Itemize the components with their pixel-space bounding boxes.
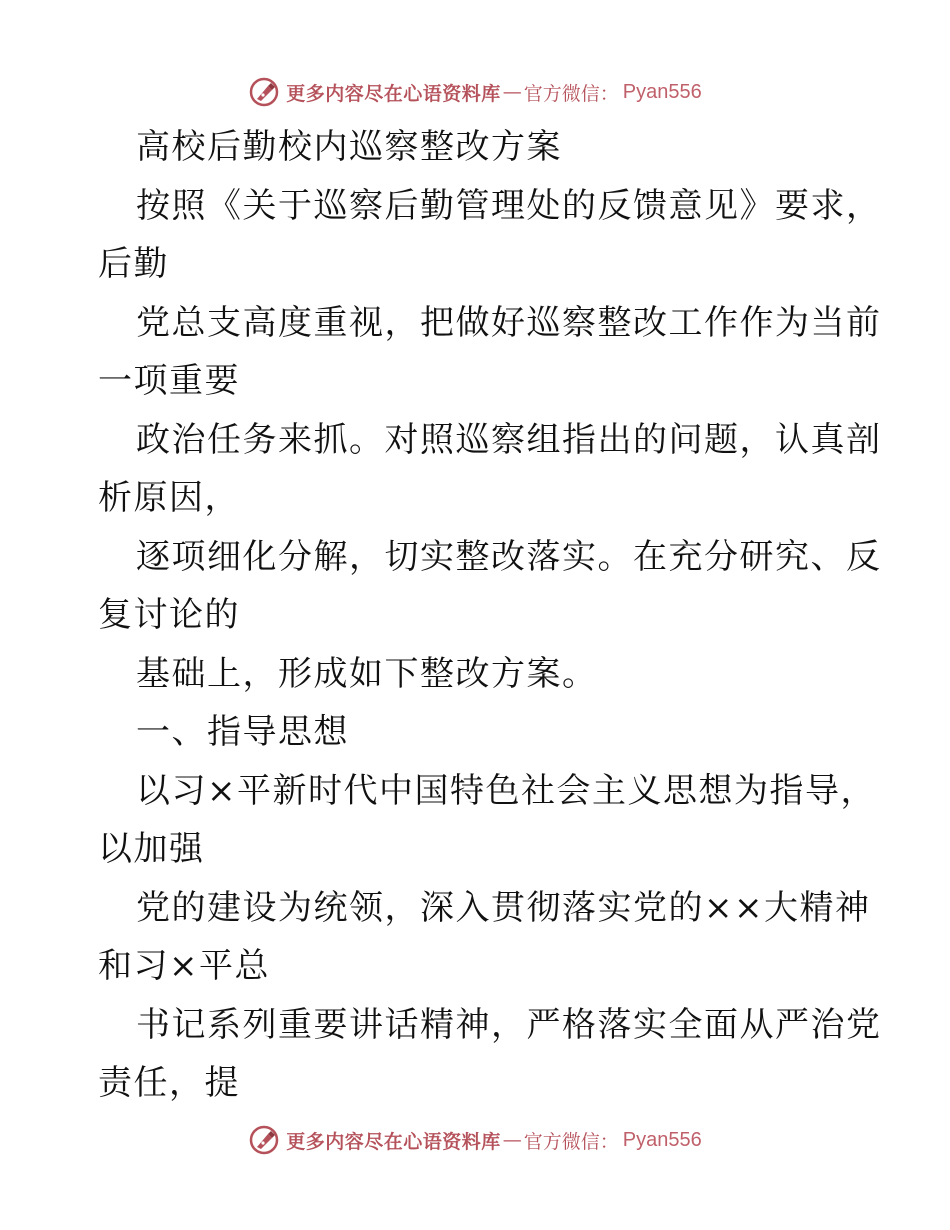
pen-nib-logo-icon xyxy=(248,1124,280,1156)
document-body xyxy=(98,118,882,1113)
document-line: 一、指导思想 xyxy=(136,712,349,752)
watermark-brand-text: 更多内容尽在心语资料库 xyxy=(286,82,501,105)
document-line: 按照《关于巡察后勤管理处的反馈意见》要求， xyxy=(136,185,882,226)
document-line: 逐项细化分解，切实整改落实。在充分研究、反 xyxy=(136,536,882,577)
document-line: 高校后勤校内巡察整改方案 xyxy=(136,127,562,167)
document-line: 以加强 xyxy=(98,829,205,869)
watermark-wechat-label: 官方微信： xyxy=(523,82,619,105)
watermark-wechat-label: 官方微信： xyxy=(523,1130,619,1153)
document-line: 书记系列重要讲话精神，严格落实全面从严治党 xyxy=(136,1004,882,1045)
watermark-header xyxy=(0,72,950,112)
pen-nib-logo-icon xyxy=(248,76,280,108)
document-line: 党的建设为统领，深入贯彻落实党的××大精神 xyxy=(136,887,871,928)
document-line: 析原因， xyxy=(98,478,240,518)
watermark-footer xyxy=(0,1120,950,1160)
document-line: 后勤 xyxy=(98,244,169,284)
document-line: 党总支高度重视，把做好巡察整改工作作为当前 xyxy=(136,302,882,343)
watermark-wechat-id: Pyan556 xyxy=(622,1128,702,1151)
document-line: 复讨论的 xyxy=(98,595,240,635)
watermark-wechat-id: Pyan556 xyxy=(622,80,702,103)
document-line: 责任，提 xyxy=(98,1063,240,1103)
watermark-separator: — xyxy=(502,1129,522,1151)
document-line: 和习×平总 xyxy=(98,946,270,986)
document-line: 基础上，形成如下整改方案。 xyxy=(136,653,598,694)
watermark-separator: — xyxy=(502,81,522,103)
document-line: 政治任务来抓。对照巡察组指出的问题，认真剖 xyxy=(136,419,882,460)
document-line: 一项重要 xyxy=(98,361,240,401)
document-line: 以习×平新时代中国特色社会主义思想为指导， xyxy=(136,770,876,811)
watermark-brand-text: 更多内容尽在心语资料库 xyxy=(286,1130,501,1153)
